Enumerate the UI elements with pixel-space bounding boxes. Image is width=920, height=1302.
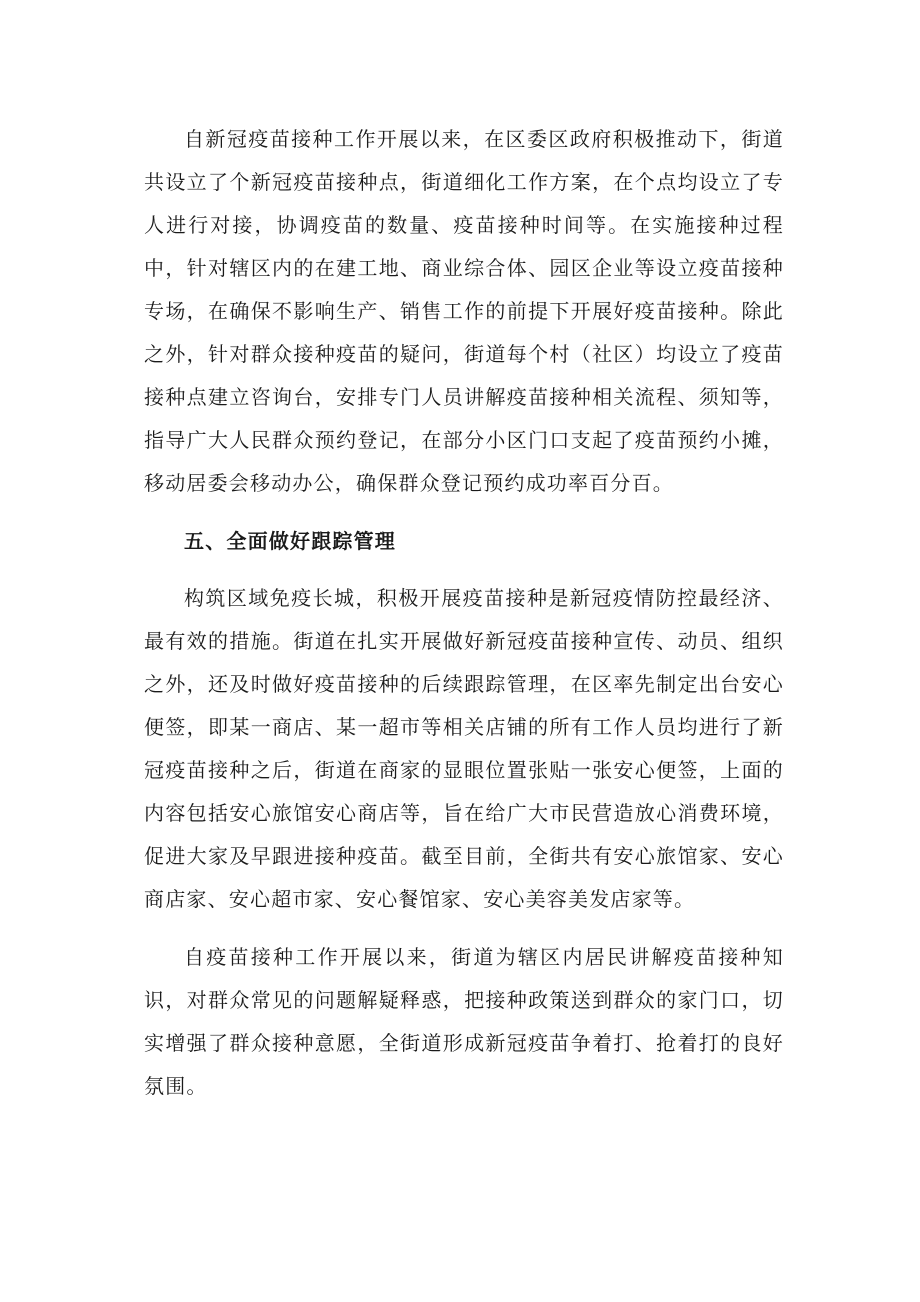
heading-spacer [144,563,784,577]
document-body [144,118,784,1108]
paragraph-vaccination-points: 自新冠疫苗接种工作开展以来，在区委区政府积极推动下，街道共设立了个新冠疫苗接种点，街道细化工作方案，在个点均设立了专人进行对接，协调疫苗的数量、疫苗接种时间等。在实施接种过程中，针对辖区内的在建工地、商业综合体、园区企业等设立疫苗接种专场，在确保不影响生产、销售工作的前提下开展好疫苗接种。除此之外，针对群众接种疫苗的疑问，街道每个村（社区）均设立了疫苗接种点建立咨询台，安排专门人员讲解疫苗接种相关流程、须知等，指导广大人民群众预约登记，在部分小区门口支起了疫苗预约小摊，移动居委会移动办公，确保群众登记预约成功率百分百。 [144,127,784,495]
paragraph-spacer [144,921,784,936]
paragraph-summary: 自疫苗接种工作开展以来，街道为辖区内居民讲解疫苗接种知识，对群众常见的问题解疑释惑，把接种政策送到群众的家门口，切实增强了群众接种意愿，全街道形成新冠疫苗争着打、抢着打的良好氛围。 [144,945,784,1098]
paragraph-tracking-management: 构筑区域免疫长城，积极开展疫苗接种是新冠疫情防控最经济、最有效的措施。街道在扎实开展做好新冠疫苗接种宣传、动员、组织之外，还及时做好疫苗接种的后续跟踪管理，在区率先制定出台安心便签，即某一商店、某一超市等相关店铺的所有工作人员均进行了新冠疫苗接种之后，街道在商家的显眼位置张贴一张安心便签，上面的内容包括安心旅馆安心商店等，旨在给广大市民营造放心消费环境，促进大家及早跟进接种疫苗。截至目前，全街共有安心旅馆家、安心商店家、安心超市家、安心餐馆家、安心美容美发店家等。 [144,586,784,911]
paragraph-spacer [144,505,784,520]
section-heading: 五、全面做好跟踪管理 [184,529,396,553]
